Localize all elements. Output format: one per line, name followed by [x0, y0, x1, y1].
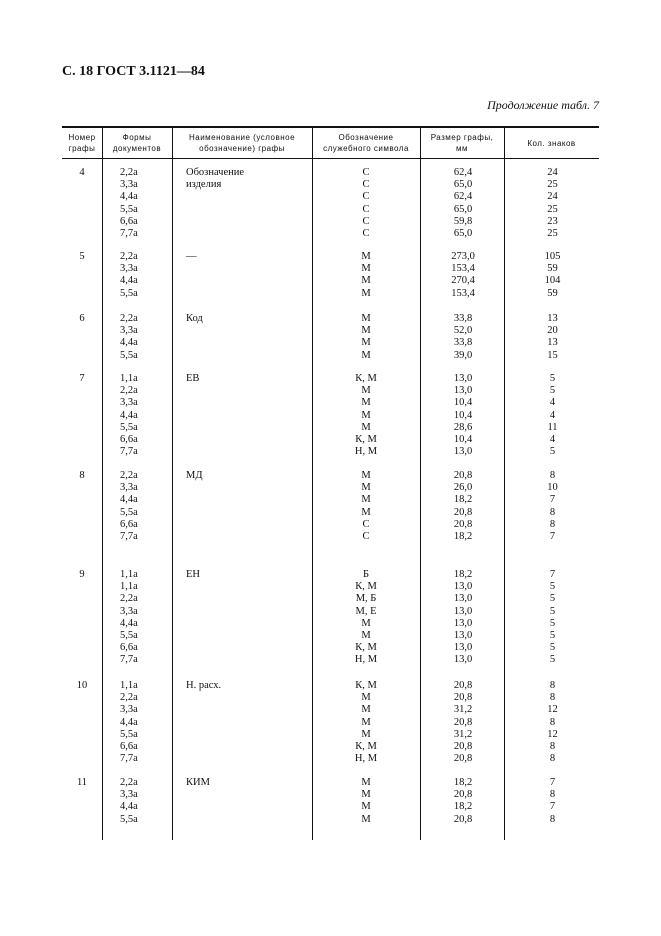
cell-text: 39,0: [453, 349, 473, 361]
cell-forms: [120, 680, 170, 765]
cell-text: 13: [547, 337, 558, 349]
cell-text: 23: [547, 215, 558, 227]
header-cell-symbol: Обозначение служебного символа: [323, 133, 409, 153]
column-divider: [420, 126, 421, 840]
cell-text: С: [362, 179, 370, 191]
cell-sizes: [422, 470, 504, 543]
cell-text: 7,7а: [120, 531, 138, 543]
cell-text: 5,5а: [120, 287, 138, 299]
cell-text: М: [361, 470, 371, 481]
cell-text: М: [361, 801, 371, 813]
cell-text: 6,6а: [120, 434, 138, 446]
cell-symbols: [312, 569, 420, 667]
cell-text: 5: [549, 373, 556, 384]
cell-text: 59: [547, 287, 558, 299]
cell-text: 270,4: [451, 275, 475, 287]
cell-text: 4: [549, 397, 556, 409]
cell-text: 3,3а: [120, 605, 138, 617]
cell-text: 15: [547, 349, 558, 361]
cell-text: 31,2: [453, 704, 473, 716]
cell-text: 7: [549, 494, 556, 506]
cell-text: КИМ: [186, 777, 210, 788]
cell-text: 8: [549, 716, 556, 728]
cell-text: 7,7а: [120, 446, 138, 458]
cell-text: М: [361, 251, 371, 262]
cell-text: М: [361, 325, 371, 337]
cell-text: 28,6: [453, 421, 473, 433]
cell-text: 13,0: [453, 446, 473, 458]
cell-text: С: [362, 228, 370, 240]
cell-text: М: [361, 263, 371, 275]
cell-text: М: [361, 313, 371, 324]
cell-number: [62, 470, 102, 482]
cell-text: 4,4а: [120, 409, 138, 421]
cell-text: 4,4а: [120, 617, 138, 629]
cell-text: 5: [79, 251, 85, 262]
cell-text: 4: [549, 434, 556, 446]
cell-text: М: [361, 287, 371, 299]
cell-text: 8: [79, 470, 85, 481]
cell-text: Код: [186, 313, 203, 324]
cell-text: М: [361, 728, 371, 740]
cell-forms: [120, 167, 170, 240]
cell-text: 5,5а: [120, 728, 138, 740]
cell-text: М: [361, 617, 371, 629]
cell-forms: [120, 373, 170, 458]
cell-text: 13,0: [453, 385, 473, 397]
cell-text: Н, М: [354, 654, 378, 666]
cell-number: [62, 313, 102, 325]
cell-text: М, Б: [355, 593, 377, 605]
cell-text: 5: [549, 617, 556, 629]
cell-text: М: [361, 789, 371, 801]
cell-name: [186, 373, 316, 385]
cell-text: 3,3а: [120, 263, 138, 275]
cell-forms: [120, 313, 170, 362]
cell-text: 13,0: [453, 581, 473, 593]
cell-text: 3,3а: [120, 397, 138, 409]
cell-text: 13,0: [453, 617, 473, 629]
cell-text: 153,4: [451, 287, 475, 299]
cell-text: 5: [549, 642, 556, 654]
cell-text: 273,0: [451, 251, 475, 262]
cell-text: 104: [544, 275, 561, 287]
cell-text: 3,3а: [120, 325, 138, 337]
cell-counts: [506, 680, 599, 765]
cell-text: ЕН: [186, 569, 200, 580]
cell-text: 13,0: [453, 654, 473, 666]
cell-text: ЕВ: [186, 373, 200, 384]
cell-text: М: [361, 813, 371, 825]
cell-text: К, М: [355, 741, 377, 753]
cell-counts: [506, 470, 599, 543]
cell-text: 5,5а: [120, 630, 138, 642]
cell-text: К, М: [355, 373, 377, 384]
cell-text: 5: [549, 385, 556, 397]
cell-text: 8: [549, 692, 556, 704]
cell-name: [186, 569, 316, 581]
cell-text: С: [362, 215, 370, 227]
cell-text: М: [361, 506, 371, 518]
cell-text: 4,4а: [120, 275, 138, 287]
cell-text: К, М: [355, 680, 377, 691]
cell-text: 65,0: [453, 203, 473, 215]
cell-text: 7: [549, 801, 556, 813]
cell-forms: [120, 777, 170, 826]
cell-text: М: [361, 397, 371, 409]
cell-text: 10,4: [453, 397, 473, 409]
cell-text: 2,2а: [120, 313, 138, 324]
cell-text: 26,0: [453, 482, 473, 494]
cell-forms: [120, 470, 170, 543]
cell-text: 4,4а: [120, 191, 138, 203]
cell-text: 5,5а: [120, 349, 138, 361]
cell-text: —: [186, 251, 197, 262]
cell-number: [62, 680, 102, 692]
cell-sizes: [422, 569, 504, 667]
cell-text: 5,5а: [120, 203, 138, 215]
table-continuation-note: Продолжение табл. 7: [487, 98, 599, 112]
cell-text: 3,3а: [120, 704, 138, 716]
cell-text: 13,0: [453, 605, 473, 617]
cell-name: [186, 680, 316, 692]
cell-name: [186, 313, 316, 325]
cell-text: 4: [79, 167, 85, 178]
cell-text: С: [362, 167, 370, 178]
cell-text: 4,4а: [120, 494, 138, 506]
cell-text: 2,2а: [120, 251, 138, 262]
cell-symbols: [312, 167, 420, 240]
cell-text: 2,2а: [120, 777, 138, 788]
cell-text: 12: [547, 728, 558, 740]
cell-text: 13,0: [453, 630, 473, 642]
cell-text: 20,8: [453, 506, 473, 518]
cell-text: 8: [549, 518, 556, 530]
cell-text: С: [362, 191, 370, 203]
cell-text: К, М: [355, 581, 377, 593]
cell-text: 13,0: [453, 593, 473, 605]
cell-number: [62, 373, 102, 385]
cell-text: 18,2: [453, 801, 473, 813]
cell-text: 20,8: [453, 680, 473, 691]
cell-text: С: [362, 518, 370, 530]
cell-text: 20,8: [453, 716, 473, 728]
cell-symbols: [312, 313, 420, 362]
cell-text: 7,7а: [120, 654, 138, 666]
cell-text: 6: [79, 313, 85, 324]
cell-text: М: [361, 385, 371, 397]
cell-text: 20,8: [453, 753, 473, 765]
cell-text: 20,8: [453, 741, 473, 753]
cell-counts: [506, 251, 599, 300]
cell-text: 7: [549, 569, 556, 580]
cell-text: 8: [549, 753, 556, 765]
cell-text: 2,2а: [120, 593, 138, 605]
cell-symbols: [312, 680, 420, 765]
cell-text: Н, М: [354, 446, 378, 458]
cell-text: 3,3а: [120, 482, 138, 494]
cell-text: 105: [544, 251, 561, 262]
cell-text: 6,6а: [120, 215, 138, 227]
cell-text: Н, М: [354, 753, 378, 765]
cell-text: 25: [547, 179, 558, 191]
cell-text: М: [361, 421, 371, 433]
cell-text: 3,3а: [120, 789, 138, 801]
cell-text: 5: [549, 654, 556, 666]
cell-text: 153,4: [451, 263, 475, 275]
cell-text: 6,6а: [120, 518, 138, 530]
cell-text: 65,0: [453, 179, 473, 191]
cell-text: Обозначение: [186, 167, 245, 178]
header-cell-count: Кол. знаков: [527, 138, 576, 148]
cell-name: [186, 470, 316, 482]
cell-text: 5,5а: [120, 421, 138, 433]
cell-symbols: [312, 777, 420, 826]
cell-text: 10,4: [453, 434, 473, 446]
cell-text: 7: [79, 373, 85, 384]
cell-text: М: [361, 337, 371, 349]
cell-text: 10: [547, 482, 558, 494]
cell-text: М: [361, 716, 371, 728]
cell-text: 8: [549, 680, 556, 691]
cell-text: 3,3а: [120, 179, 138, 191]
cell-counts: [506, 313, 599, 362]
cell-text: 4: [549, 409, 556, 421]
cell-text: 20,8: [453, 692, 473, 704]
cell-text: 25: [547, 203, 558, 215]
cell-text: 18,2: [453, 494, 473, 506]
cell-text: 13,0: [453, 373, 473, 384]
cell-text: М: [361, 275, 371, 287]
cell-sizes: [422, 313, 504, 362]
cell-text: 11: [547, 421, 558, 433]
cell-text: 18,2: [453, 777, 473, 788]
cell-text: 20: [547, 325, 558, 337]
cell-text: 4,4а: [120, 337, 138, 349]
cell-text: 2,2а: [120, 167, 138, 178]
cell-text: 4,4а: [120, 716, 138, 728]
header-cell-size: Размер графы, мм: [430, 133, 494, 153]
cell-text: 52,0: [453, 325, 473, 337]
cell-name: [186, 167, 316, 191]
cell-sizes: [422, 680, 504, 765]
cell-text: 5,5а: [120, 813, 138, 825]
cell-counts: [506, 167, 599, 240]
cell-text: 2,2а: [120, 385, 138, 397]
cell-counts: [506, 373, 599, 458]
cell-text: 20,8: [453, 518, 473, 530]
cell-name: [186, 777, 316, 789]
header-cell-name: Наименование (условное обозначение) графы: [188, 133, 296, 153]
cell-number: [62, 777, 102, 789]
cell-text: 13: [547, 313, 558, 324]
cell-forms: [120, 251, 170, 300]
cell-text: 10,4: [453, 409, 473, 421]
cell-number: [62, 167, 102, 179]
column-divider: [172, 126, 173, 840]
cell-text: 24: [547, 167, 558, 178]
cell-text: 9: [79, 569, 85, 580]
column-divider: [102, 126, 103, 840]
cell-text: М: [361, 630, 371, 642]
cell-text: 5: [549, 446, 556, 458]
cell-text: 33,8: [453, 313, 473, 324]
cell-text: 31,2: [453, 728, 473, 740]
cell-sizes: [422, 373, 504, 458]
cell-text: 5: [549, 605, 556, 617]
cell-text: М: [361, 409, 371, 421]
cell-text: 5,5а: [120, 506, 138, 518]
cell-text: 18,2: [453, 569, 473, 580]
cell-text: 1,1а: [120, 581, 138, 593]
cell-symbols: [312, 470, 420, 543]
cell-text: 65,0: [453, 228, 473, 240]
cell-sizes: [422, 777, 504, 826]
cell-text: 13,0: [453, 642, 473, 654]
cell-text: М: [361, 349, 371, 361]
cell-text: С: [362, 531, 370, 543]
cell-text: Н. расх.: [186, 680, 222, 691]
cell-text: 18,2: [453, 531, 473, 543]
cell-text: 1,1а: [120, 569, 138, 580]
cell-text: изделия: [186, 179, 222, 191]
cell-text: М, Е: [355, 605, 377, 617]
cell-number: [62, 251, 102, 263]
cell-name: [186, 251, 316, 263]
cell-text: 24: [547, 191, 558, 203]
cell-text: Б: [362, 569, 370, 580]
cell-text: 5: [549, 581, 556, 593]
cell-text: 6,6а: [120, 741, 138, 753]
cell-sizes: [422, 167, 504, 240]
cell-text: М: [361, 494, 371, 506]
cell-text: 8: [549, 789, 556, 801]
cell-text: 8: [549, 470, 556, 481]
column-divider: [504, 126, 505, 840]
cell-number: [62, 569, 102, 581]
cell-text: 7: [549, 777, 556, 788]
cell-text: 7: [549, 531, 556, 543]
cell-text: М: [361, 777, 371, 788]
cell-forms: [120, 569, 170, 667]
header-cell-number: Номер графы: [68, 133, 96, 153]
cell-text: 5: [549, 593, 556, 605]
cell-text: 2,2а: [120, 470, 138, 481]
cell-text: С: [362, 203, 370, 215]
cell-text: 1,1а: [120, 680, 138, 691]
cell-text: 8: [549, 813, 556, 825]
cell-text: 4,4а: [120, 801, 138, 813]
cell-text: 33,8: [453, 337, 473, 349]
header-cell-forms: Формы документов: [112, 133, 162, 153]
cell-text: 8: [549, 506, 556, 518]
cell-symbols: [312, 373, 420, 458]
cell-text: 6,6а: [120, 642, 138, 654]
cell-text: 59: [547, 263, 558, 275]
cell-text: 5: [549, 630, 556, 642]
cell-symbols: [312, 251, 420, 300]
cell-text: 20,8: [453, 789, 473, 801]
cell-text: М: [361, 692, 371, 704]
cell-text: 12: [547, 704, 558, 716]
cell-text: 1,1а: [120, 373, 138, 384]
cell-text: М: [361, 482, 371, 494]
cell-text: МД: [186, 470, 203, 481]
cell-text: 62,4: [453, 191, 473, 203]
page-header: С. 18 ГОСТ 3.1121—84: [62, 64, 205, 79]
cell-text: 8: [549, 741, 556, 753]
cell-text: 59,8: [453, 215, 473, 227]
cell-text: К, М: [355, 642, 377, 654]
cell-text: 20,8: [453, 470, 473, 481]
cell-counts: [506, 777, 599, 826]
cell-text: 10: [76, 680, 88, 691]
cell-text: 11: [76, 777, 88, 788]
cell-text: 25: [547, 228, 558, 240]
cell-sizes: [422, 251, 504, 300]
table-header-rule: [62, 158, 599, 159]
cell-text: 7,7а: [120, 753, 138, 765]
cell-text: К, М: [355, 434, 377, 446]
cell-text: М: [361, 704, 371, 716]
cell-text: 20,8: [453, 813, 473, 825]
cell-text: 7,7а: [120, 228, 138, 240]
cell-text: 2,2а: [120, 692, 138, 704]
cell-text: 62,4: [453, 167, 473, 178]
cell-counts: [506, 569, 599, 667]
